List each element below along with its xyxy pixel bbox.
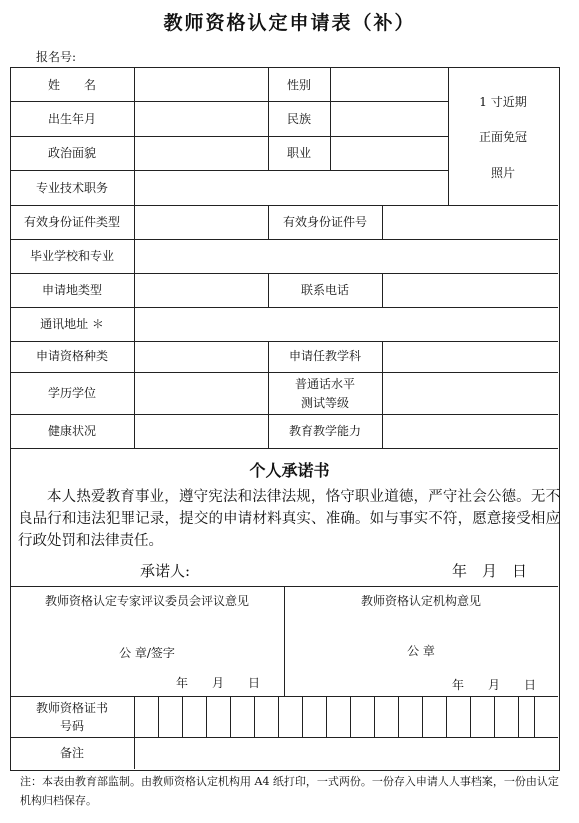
row-line xyxy=(10,239,558,240)
photo-line2: 正面免冠 xyxy=(478,130,527,144)
label-phone: 联系电话 xyxy=(300,283,349,297)
label-ethnicity: 民族 xyxy=(286,112,311,126)
row-line xyxy=(10,414,558,415)
col-line xyxy=(382,205,383,239)
label-id-number: 有效身份证件号 xyxy=(282,215,367,229)
registration-number-label: 报名号: xyxy=(36,50,77,64)
row-line xyxy=(10,696,558,697)
expert-review-title: 教师资格认定专家评议委员会评议意见 xyxy=(44,594,249,608)
row-line xyxy=(10,273,558,274)
photo-line1: 1 寸近期 xyxy=(479,95,527,109)
label-notes: 备注 xyxy=(59,746,84,760)
certificate-cell-divider xyxy=(470,696,471,737)
certificate-cell-divider xyxy=(254,696,255,737)
certificate-cell-divider xyxy=(446,696,447,737)
label-teaching-ability: 教育教学能力 xyxy=(288,424,361,438)
certificate-cell-divider xyxy=(398,696,399,737)
agency-review-title: 教师资格认定机构意见 xyxy=(360,594,481,608)
agency-date: 年 月 日 xyxy=(452,678,537,692)
label-school-major: 毕业学校和专业 xyxy=(29,249,114,263)
expert-seal: 公 章/签字 xyxy=(119,646,175,660)
label-region-type: 申请地类型 xyxy=(41,283,102,297)
certificate-cell-divider xyxy=(302,696,303,737)
certificate-cell-divider xyxy=(374,696,375,737)
row-line xyxy=(10,101,448,102)
certificate-cell-divider xyxy=(278,696,279,737)
row-line xyxy=(10,170,448,171)
certificate-cell-divider xyxy=(182,696,183,737)
row-line xyxy=(10,737,558,738)
promise-title: 个人承诺书 xyxy=(249,461,330,480)
agency-seal: 公 章 xyxy=(407,644,435,658)
col-line xyxy=(134,696,135,769)
certificate-cell-divider xyxy=(494,696,495,737)
label-birth: 出生年月 xyxy=(47,112,96,126)
label-cert-type: 申请资格种类 xyxy=(35,349,108,363)
col-line xyxy=(382,273,383,307)
label-subject: 申请任教学科 xyxy=(288,349,361,363)
photo-line3: 照片 xyxy=(490,166,515,180)
row-line xyxy=(10,372,558,373)
footnote: 注：本表由教育部监制。由教师资格认定机构用 A4 纸打印，一式两份。一份存入申请人人事档案，一份由认定机构归档保存。 xyxy=(20,775,559,807)
row-line xyxy=(10,205,558,206)
row-line xyxy=(10,448,558,449)
label-occupation: 职业 xyxy=(286,146,311,160)
label-certificate-line1: 教师资格证书 xyxy=(35,701,108,715)
row-line xyxy=(10,136,448,137)
promise-signer: 承诺人: xyxy=(140,562,191,580)
certificate-cell-divider xyxy=(326,696,327,737)
col-line xyxy=(134,67,135,448)
label-political: 政治面貌 xyxy=(47,146,96,160)
certificate-cell-divider xyxy=(534,696,535,737)
page-title: 教师资格认定申请表（补） xyxy=(163,12,416,34)
label-mandarin-line2: 测试等级 xyxy=(300,396,349,410)
certificate-cell-divider xyxy=(422,696,423,737)
label-health: 健康状况 xyxy=(47,424,96,438)
label-mandarin-line1: 普通话水平 xyxy=(294,377,355,391)
row-line xyxy=(10,307,558,308)
label-address: 通讯地址 ＊ xyxy=(40,317,104,331)
label-professional-title: 专业技术职务 xyxy=(35,181,108,195)
row-line xyxy=(10,341,558,342)
label-education: 学历学位 xyxy=(47,386,96,400)
certificate-cell-divider xyxy=(158,696,159,737)
label-certificate-line2: 号码 xyxy=(59,719,84,733)
certificate-cell-divider xyxy=(518,696,519,737)
certificate-cell-divider xyxy=(230,696,231,737)
col-line xyxy=(330,67,331,170)
promise-body: 本人热爱教育事业，遵守宪法和法律法规，恪守职业道德，严守社会公德。无不良品行和违法犯罪记录，提交的申请材料真实、准确。如与事实不符，愿意接受相应行政处罚和法律责任。 xyxy=(18,489,560,549)
promise-date: 年 月 日 xyxy=(452,562,528,580)
label-name: 姓 名 xyxy=(47,78,96,92)
col-line xyxy=(382,341,383,448)
label-id-type: 有效身份证件类型 xyxy=(23,215,120,229)
label-gender: 性别 xyxy=(286,78,311,92)
certificate-cell-divider xyxy=(350,696,351,737)
expert-date: 年 月 日 xyxy=(176,676,261,690)
certificate-cell-divider xyxy=(206,696,207,737)
